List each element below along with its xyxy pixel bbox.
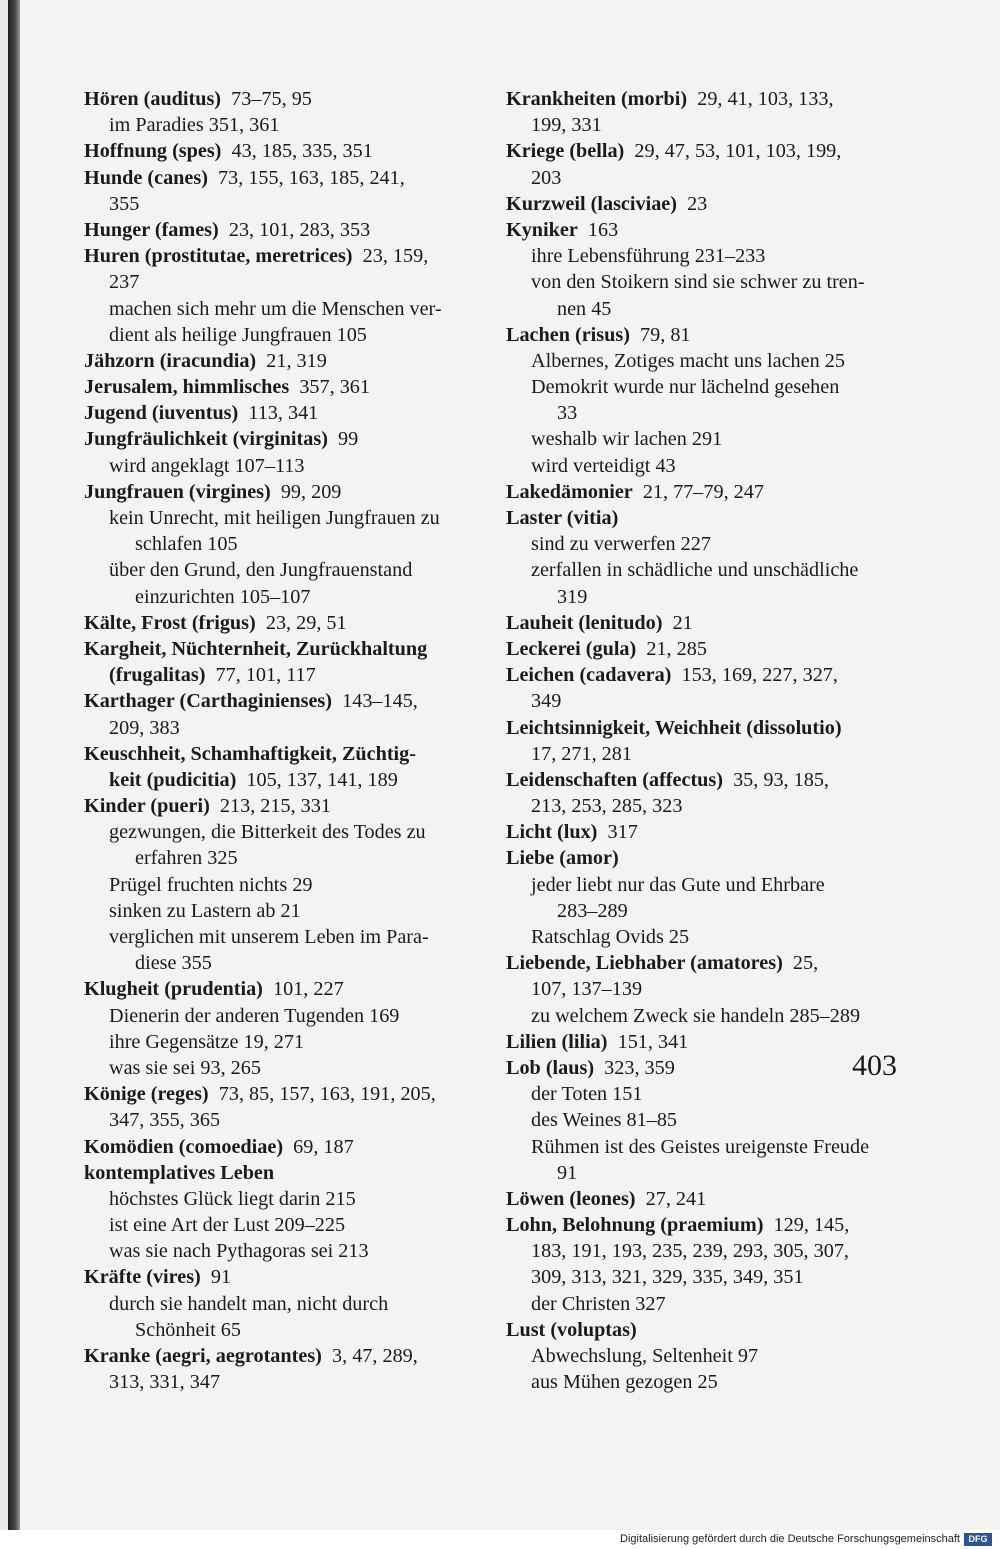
entry-term: Licht (lux) [506,821,598,844]
index-entry [506,217,906,243]
index-subentry: jeder liebt nur das Gute und Ehrbare [531,873,825,896]
entry-page-refs: 99, 209 [280,480,342,503]
entry-term: kontemplatives Leben [84,1161,275,1184]
entry-term: Krankheiten (morbi) [506,88,688,110]
index-entry [506,1055,906,1081]
index-entry [506,819,906,845]
entry-term: Lachen (risus) [506,323,630,346]
index-entry [84,400,482,426]
index-entry [84,976,482,1002]
index-subentry: der Christen 327 [531,1292,666,1315]
index-entry [84,741,482,767]
entry-term: Jugend (iuventus) [84,402,239,425]
entry-page-refs: 73, 85, 157, 163, 191, 205, [218,1083,436,1106]
entry-term: Könige (reges) [84,1083,209,1106]
entry-term: Komödien (comoediae) [84,1135,284,1158]
entry-page-refs: 99 [338,428,359,451]
index-entry [506,715,906,741]
index-subentry: zerfallen in schädliche und unschädliche [531,559,859,582]
index-entry [506,845,906,871]
entry-page-refs: 101, 227 [273,978,344,1001]
index-entry [84,662,482,688]
entry-term: (frugalitas) [109,664,206,687]
index-subentry: 199, 331 [531,114,602,137]
entry-term: Jähzorn (iracundia) [84,349,257,372]
entry-page-refs: 21, 285 [646,637,707,660]
entry-term: Liebe (amor) [506,847,619,870]
index-entry [84,165,482,191]
entry-term: Kurzweil (lasciviae) [506,192,677,215]
index-entry [506,479,906,505]
entry-term: Hunger (fames) [84,218,219,241]
index-subentry: erfahren 325 [135,847,238,870]
index-subentry: weshalb wir lachen 291 [531,428,723,451]
entry-term: Keuschheit, Schamhaftigkeit, Züchtig- [84,742,416,765]
entry-page-refs: 3, 47, 289, [332,1345,418,1367]
index-subentry: ihre Gegensätze 19, 271 [109,1030,305,1053]
index-subentry: 107, 137–139 [531,978,643,1001]
index-subentry: was sie nach Pythagoras sei 213 [109,1240,369,1263]
index-subentry: nen 45 [557,297,612,320]
index-subentry: 309, 313, 321, 329, 335, 349, 351 [531,1266,804,1289]
index-subentry: einzurichten 105–107 [135,585,311,608]
index-subentry: Schönheit 65 [135,1318,241,1341]
entry-term: Karthager (Carthaginienses) [84,690,333,713]
entry-term: Jungfräulichkeit (virginitas) [84,428,328,451]
entry-page-refs: 213, 215, 331 [219,795,331,818]
index-subentry: 33 [557,402,578,425]
index-subentry: 183, 191, 193, 235, 239, 293, 305, 307, [531,1240,849,1263]
entry-term: Lauheit (lenitudo) [506,611,663,634]
index-subentry: Demokrit wurde nur lächelnd gesehen [531,376,840,399]
entry-term: Liebende, Liebhaber (amatores) [506,952,783,975]
index-subentry: Prügel fruchten nichts 29 [109,873,313,896]
index-entry [506,636,906,662]
entry-page-refs: 21, 319 [266,349,327,372]
entry-page-refs: 91 [210,1266,232,1289]
entry-term: Lohn, Belohnung (praemium) [506,1214,764,1237]
index-entry [506,1212,906,1238]
index-subentry: 203 [531,166,562,189]
index-subentry: aus Mühen gezogen 25 [531,1371,718,1394]
entry-term: Klugheit (prudentia) [84,978,263,1001]
index-subentry: 349 [531,690,562,713]
entry-page-refs: 77, 101, 117 [215,664,316,687]
index-entry [506,86,906,112]
index-subentry: Albernes, Zotiges macht uns lachen 25 [531,349,845,372]
index-entry [84,688,482,714]
index-subentry: 319 [557,585,588,608]
index-subentry: höchstes Glück liegt darin 215 [109,1187,356,1210]
index-entry [506,1029,906,1055]
page-number: 403 [852,1049,897,1082]
index-entry [84,243,482,269]
entry-page-refs: 129, 145, [773,1214,850,1237]
index-entry [506,767,906,793]
index-subentry: 17, 271, 281 [531,742,632,765]
entry-term: Leidenschaften (affectus) [506,768,723,791]
entry-page-refs: 23, 159, [362,245,429,268]
entry-page-refs: 21, 77–79, 247 [642,480,764,503]
entry-term: Lakedämonier [506,480,633,503]
index-subentry: 347, 355, 365 [109,1109,221,1132]
entry-page-refs: 151, 341 [617,1030,689,1053]
index-subentry: schlafen 105 [135,533,238,556]
index-entry [84,767,482,793]
index-subentry: wird verteidigt 43 [531,454,676,477]
index-entry [84,426,482,452]
entry-page-refs: 23 [687,192,708,215]
entry-term: Leichen (cadavera) [506,664,672,687]
index-subentry: des Weines 81–85 [531,1109,678,1132]
index-subentry: 209, 383 [109,716,180,739]
index-entry [506,191,906,217]
index-entry [84,636,482,662]
index-entry [84,479,482,505]
index-entry [84,348,482,374]
entry-term: Kälte, Frost (frigus) [84,611,256,634]
entry-term: Kargheit, Nüchternheit, Zurückhaltung [84,637,428,660]
entry-page-refs: 35, 93, 185, [733,768,829,791]
index-subentry: über den Grund, den Jungfrauenstand [109,559,413,582]
index-subentry: im Paradies 351, 361 [109,114,280,137]
index-entry [506,662,906,688]
entry-term: Hunde (canes) [84,166,208,189]
index-subentry: Abwechslung, Seltenheit 97 [531,1345,759,1367]
index-entry [84,217,482,243]
entry-page-refs: 73–75, 95 [231,88,312,110]
entry-term: Lust (voluptas) [506,1318,637,1341]
index-subentry: gezwungen, die Bitterkeit des Todes zu [109,821,426,844]
book-spine-shadow [8,0,20,1530]
book-page [8,0,1000,1530]
index-entry [84,86,482,112]
entry-page-refs: 29, 41, 103, 133, [697,88,834,110]
index-subentry: der Toten 151 [531,1083,643,1106]
entry-page-refs: 143–145, [342,690,418,713]
index-column-right [506,86,906,1395]
index-subentry: 213, 253, 285, 323 [531,795,683,818]
entry-page-refs: 69, 187 [293,1135,354,1158]
index-subentry: sind zu verwerfen 227 [531,533,711,556]
index-subentry: sinken zu Lastern ab 21 [109,899,301,922]
entry-page-refs: 79, 81 [640,323,691,346]
index-subentry: Dienerin der anderen Tugenden 169 [109,1004,400,1027]
dfg-logo: DFG [964,1533,992,1546]
entry-term: Hoffnung (spes) [84,140,222,163]
index-subentry: von den Stoikern sind sie schwer zu tren- [531,271,865,294]
entry-term: Kriege (bella) [506,140,625,163]
index-subentry: diese 355 [135,952,212,975]
index-entry [506,1186,906,1212]
entry-page-refs: 357, 361 [299,376,370,399]
index-entry [506,505,906,531]
index-entry [506,1317,906,1343]
entry-page-refs: 43, 185, 335, 351 [231,140,373,163]
footer-credit: Digitalisierung gefördert durch die Deutsche Forschungsgemeinschaft [620,1533,960,1545]
entry-term: Kinder (pueri) [84,795,210,818]
entry-page-refs: 317 [607,821,638,844]
index-subentry: 91 [557,1161,578,1184]
index-entry [84,610,482,636]
index-subentry: ihre Lebensführung 231–233 [531,245,766,268]
entry-term: Lob (laus) [506,1056,595,1079]
entry-page-refs: 25, [792,952,819,975]
index-subentry: machen sich mehr um die Menschen ver- [109,297,442,320]
entry-page-refs: 105, 137, 141, 189 [246,768,398,791]
entry-term: Kranke (aegri, aegrotantes) [84,1345,322,1367]
index-entry [84,138,482,164]
entry-term: Lilien (lilia) [506,1030,608,1053]
entry-page-refs: 153, 169, 227, 327, [681,664,838,687]
index-entry [506,138,906,164]
index-subentry: dient als heilige Jungfrauen 105 [109,323,367,346]
index-entry [84,374,482,400]
index-subentry: 355 [109,192,140,215]
entry-page-refs: 23, 29, 51 [265,611,347,634]
entry-term: Leichtsinnigkeit, Weichheit (dissolutio) [506,716,842,739]
entry-term: Laster (vitia) [506,507,619,529]
index-entry [506,610,906,636]
footer-bar [0,1530,1000,1549]
entry-page-refs: 27, 241 [645,1187,707,1210]
entry-term: Huren (prostitutae, meretrices) [84,245,353,268]
index-entry [84,1264,482,1290]
index-subentry: 237 [109,271,140,294]
entry-term: Jungfrauen (virgines) [84,480,271,503]
index-subentry: Ratschlag Ovids 25 [531,926,690,948]
index-subentry: Rühmen ist des Geistes ureigenste Freude [531,1135,870,1158]
index-column-left [84,86,482,1395]
index-subentry: kein Unrecht, mit heiligen Jungfrauen zu [109,507,440,529]
index-entry [84,1160,482,1186]
index-entry [506,950,906,976]
entry-term: keit (pudicitia) [109,768,237,791]
index-entry [84,1343,482,1369]
entry-page-refs: 163 [587,218,619,241]
entry-page-refs: 113, 341 [248,402,319,425]
index-subentry: 283–289 [557,899,628,922]
index-subentry: verglichen mit unserem Leben im Para- [109,926,429,948]
index-entry [84,793,482,819]
index-entry [506,322,906,348]
index-subentry: durch sie handelt man, nicht durch [109,1292,389,1315]
entry-page-refs: 29, 47, 53, 101, 103, 199, [634,140,842,163]
entry-term: Kyniker [506,218,578,241]
entry-page-refs: 323, 359 [604,1056,675,1079]
entry-page-refs: 21 [672,611,693,634]
index-subentry: was sie sei 93, 265 [109,1056,261,1079]
entry-term: Jerusalem, himmlisches [84,376,290,399]
entry-term: Kräfte (vires) [84,1266,201,1289]
index-entry [84,1081,482,1107]
entry-page-refs: 23, 101, 283, 353 [228,218,371,241]
index-subentry: 313, 331, 347 [109,1371,221,1394]
entry-term: Löwen (leones) [506,1187,636,1210]
index-entry [84,1134,482,1160]
index-subentry: ist eine Art der Lust 209–225 [109,1214,346,1237]
index-subentry: zu welchem Zweck sie handeln 285–289 [531,1004,861,1027]
index-subentry: wird angeklagt 107–113 [109,454,305,477]
entry-page-refs: 73, 155, 163, 185, 241, [218,166,405,189]
entry-term: Hören (auditus) [84,88,222,110]
entry-term: Leckerei (gula) [506,637,637,660]
